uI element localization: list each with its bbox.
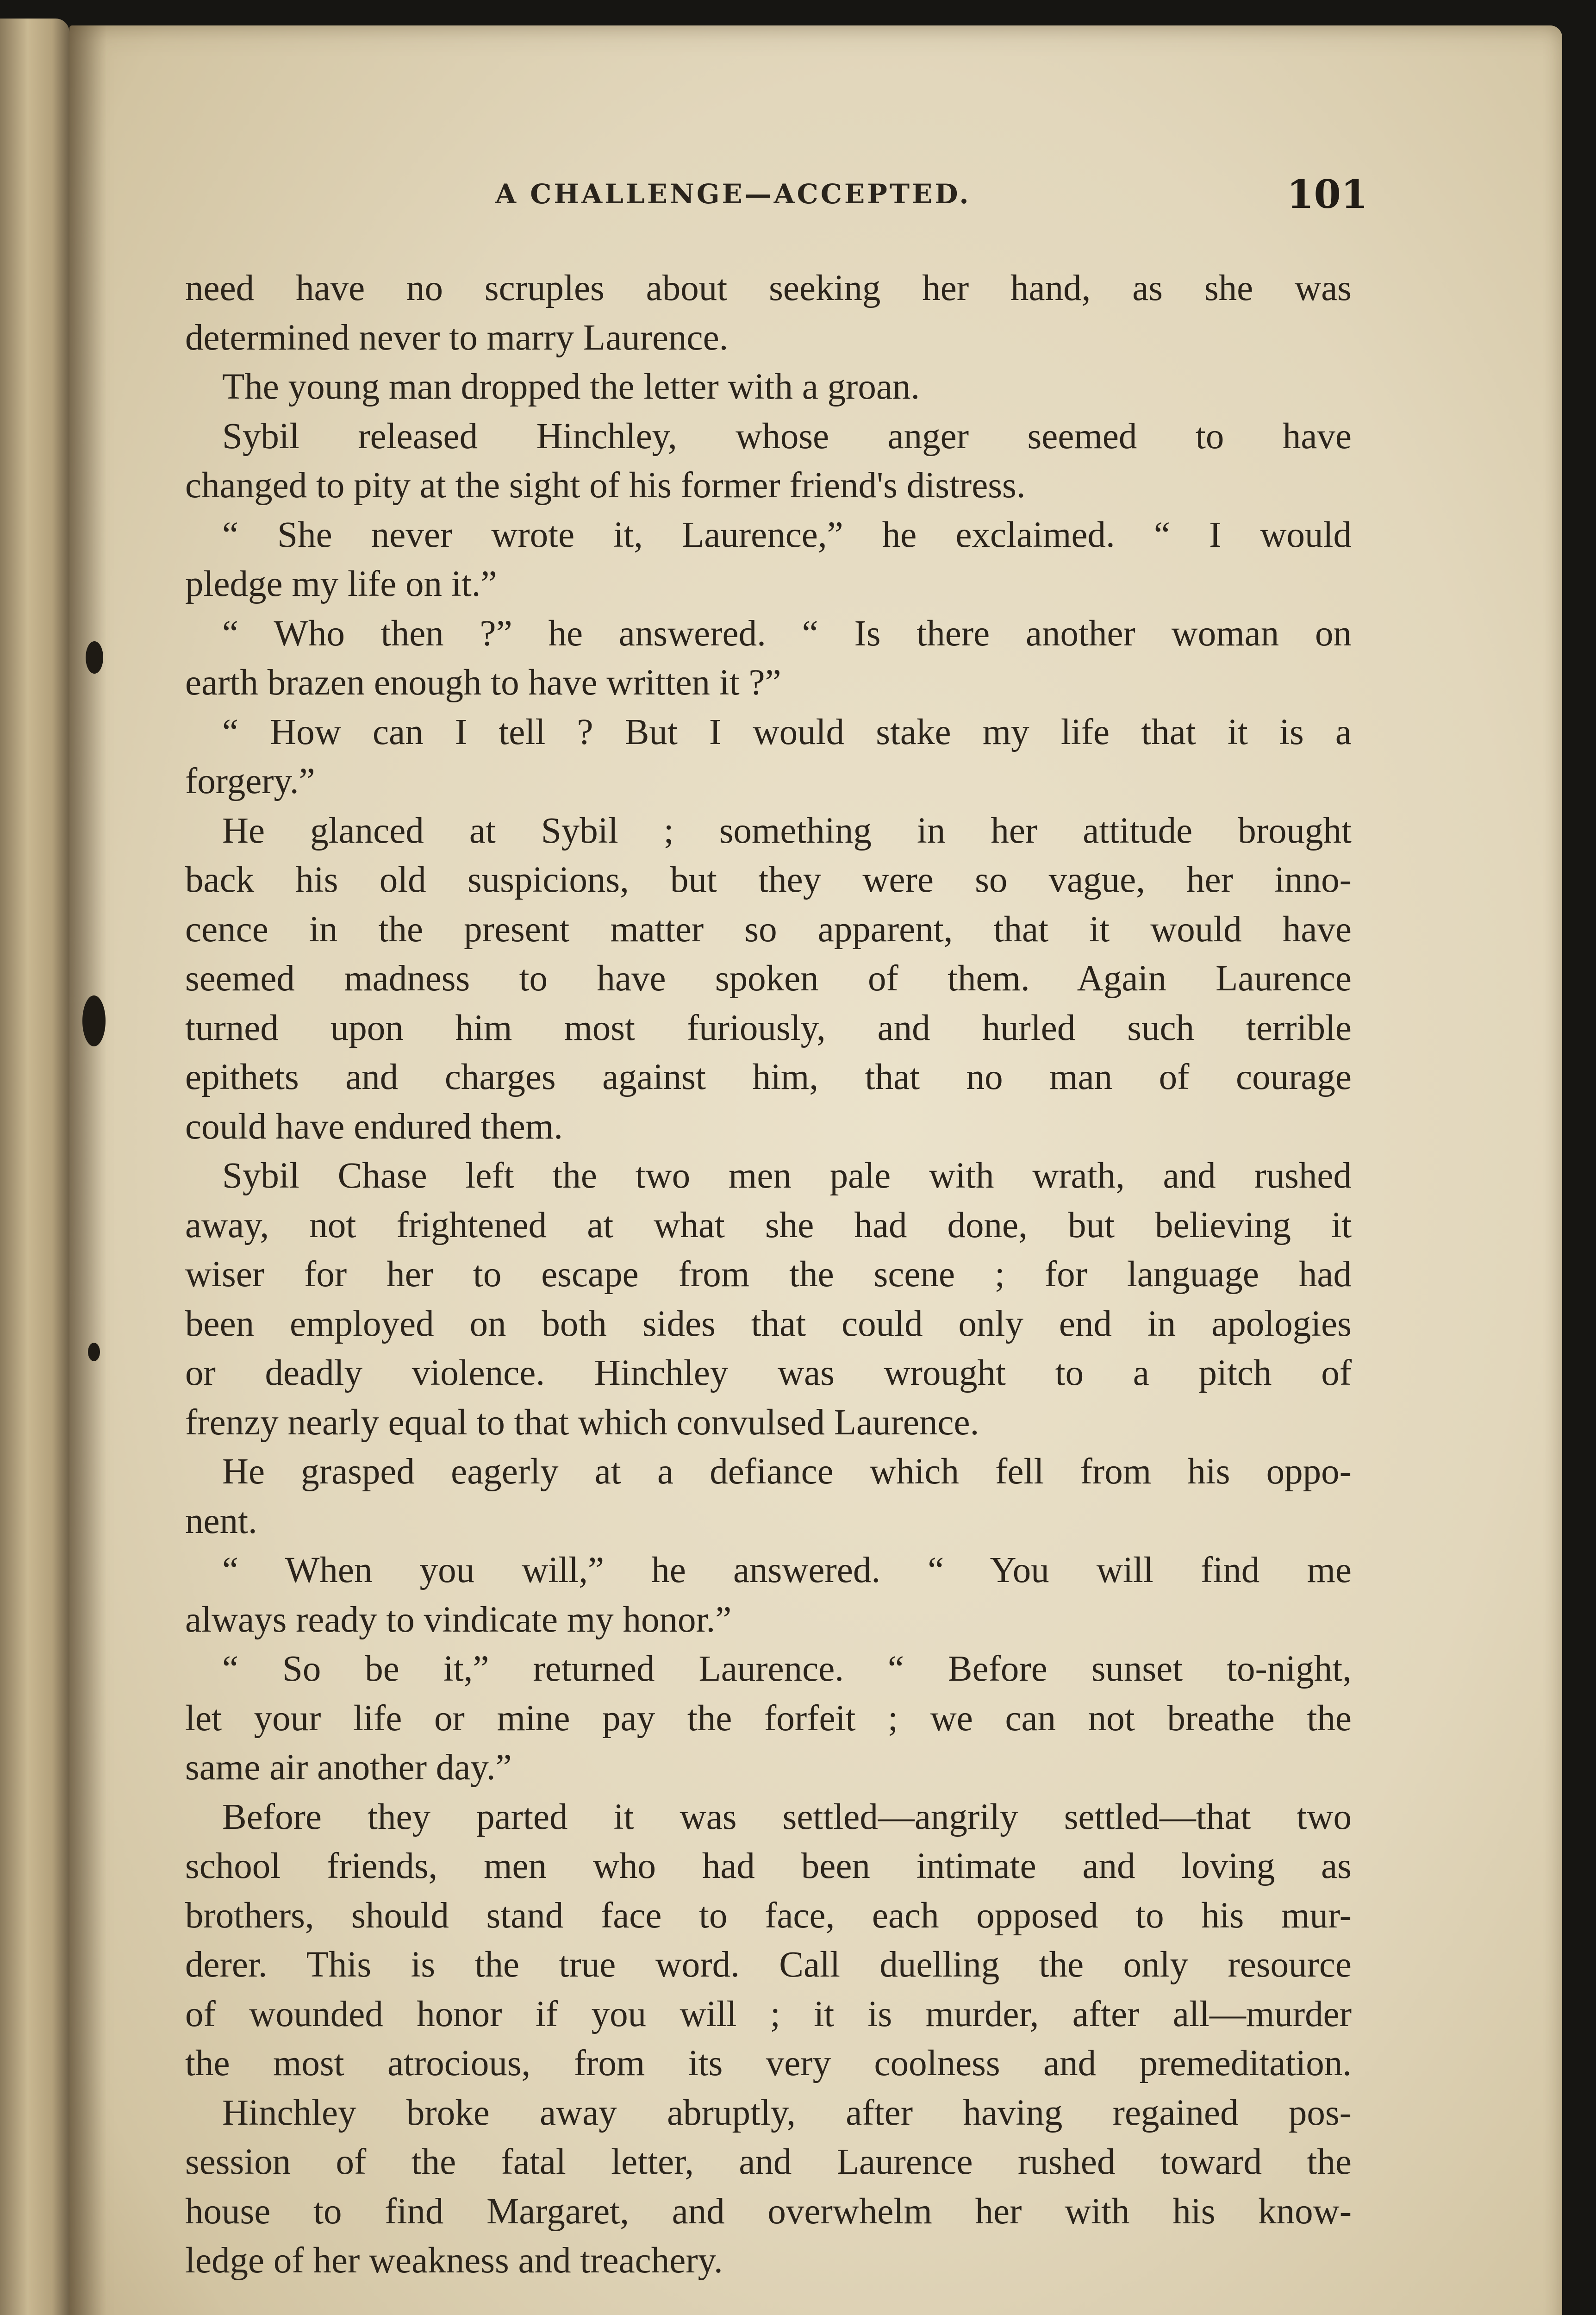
text-line: brothers, should stand face to face, each opposed to his mur- bbox=[185, 1895, 1352, 1936]
binding-hole bbox=[86, 641, 103, 674]
text-line: Sybil Chase left the two men pale with wrath, and rushed bbox=[222, 1156, 1352, 1196]
text-line: of wounded honor if you will ; it is murder, after all—murder bbox=[185, 1994, 1352, 2034]
text-line: the most atrocious, from its very coolness and premeditation. bbox=[185, 2043, 1352, 2084]
text-line: “ How can I tell ? But I would stake my life that it is a bbox=[222, 712, 1352, 752]
gutter-shadow bbox=[69, 25, 106, 2315]
text-line: seemed madness to have spoken of them. Again Laurence bbox=[185, 958, 1352, 999]
text-line: forgery.” bbox=[185, 761, 315, 801]
binding-hole bbox=[88, 1343, 100, 1361]
running-title: A CHALLENGE—ACCEPTED. bbox=[495, 178, 971, 210]
text-line: “ She never wrote it, Laurence,” he exclaimed. “ I would bbox=[222, 514, 1352, 555]
text-line: He grasped eagerly at a defiance which fell from his oppo- bbox=[222, 1452, 1352, 1492]
text-line: been employed on both sides that could only end in apologies bbox=[185, 1303, 1352, 1344]
page-body bbox=[185, 264, 1352, 2286]
text-line: back his old suspicions, but they were so vague, her inno- bbox=[185, 860, 1352, 900]
text-line: changed to pity at the sight of his former friend's distress. bbox=[185, 465, 1026, 506]
text-line: wiser for her to escape from the scene ; for language had bbox=[185, 1254, 1352, 1295]
page-number: 101 bbox=[1287, 171, 1368, 217]
text-line: “ Who then ?” he answered. “ Is there another woman on bbox=[222, 613, 1352, 654]
text-line: The young man dropped the letter with a groan. bbox=[222, 367, 920, 407]
text-line: or deadly violence. Hinchley was wrought to a pitch of bbox=[185, 1353, 1352, 1393]
binding-hole bbox=[82, 995, 106, 1046]
text-line: session of the fatal letter, and Laurence rushed toward the bbox=[185, 2142, 1352, 2182]
text-line: could have endured them. bbox=[185, 1106, 563, 1147]
text-line: same air another day.” bbox=[185, 1747, 512, 1788]
text-line: determined never to marry Laurence. bbox=[185, 317, 729, 358]
text-line: turned upon him most furiously, and hurled such terrible bbox=[185, 1007, 1352, 1048]
text-line: nent. bbox=[185, 1501, 257, 1541]
text-line: “ When you will,” he answered. “ You will find me bbox=[222, 1550, 1352, 1590]
text-line: He glanced at Sybil ; something in her attitude brought bbox=[222, 810, 1352, 851]
text-line: let your life or mine pay the forfeit ; we can not breathe the bbox=[185, 1698, 1352, 1739]
text-line: need have no scruples about seeking her hand, as she was bbox=[185, 268, 1352, 308]
text-line: house to find Margaret, and overwhelm her with his know- bbox=[185, 2191, 1352, 2232]
text-line: Sybil released Hinchley, whose anger seemed to have bbox=[222, 416, 1352, 457]
text-line: earth brazen enough to have written it ?” bbox=[185, 663, 781, 703]
text-line: “ So be it,” returned Laurence. “ Before sunset to-night, bbox=[222, 1649, 1352, 1689]
text-line: frenzy nearly equal to that which convulsed Laurence. bbox=[185, 1402, 979, 1443]
text-line: Hinchley broke away abruptly, after having regained pos- bbox=[222, 2092, 1352, 2133]
text-line: cence in the present matter so apparent, that it would have bbox=[185, 909, 1352, 950]
facing-page-edge bbox=[0, 19, 69, 2315]
text-line: pledge my life on it.” bbox=[185, 564, 497, 604]
text-line: derer. This is the true word. Call duelling the only resource bbox=[185, 1945, 1352, 1985]
text-line: epithets and charges against him, that no man of courage bbox=[185, 1057, 1352, 1097]
text-line: school friends, men who had been intimate and loving as bbox=[185, 1846, 1352, 1886]
text-line: ledge of her weakness and treachery. bbox=[185, 2240, 723, 2281]
text-line: always ready to vindicate my honor.” bbox=[185, 1599, 732, 1640]
text-line: Before they parted it was settled—angrily settled—that two bbox=[222, 1796, 1352, 1837]
text-line: away, not frightened at what she had done, but believing it bbox=[185, 1205, 1352, 1245]
